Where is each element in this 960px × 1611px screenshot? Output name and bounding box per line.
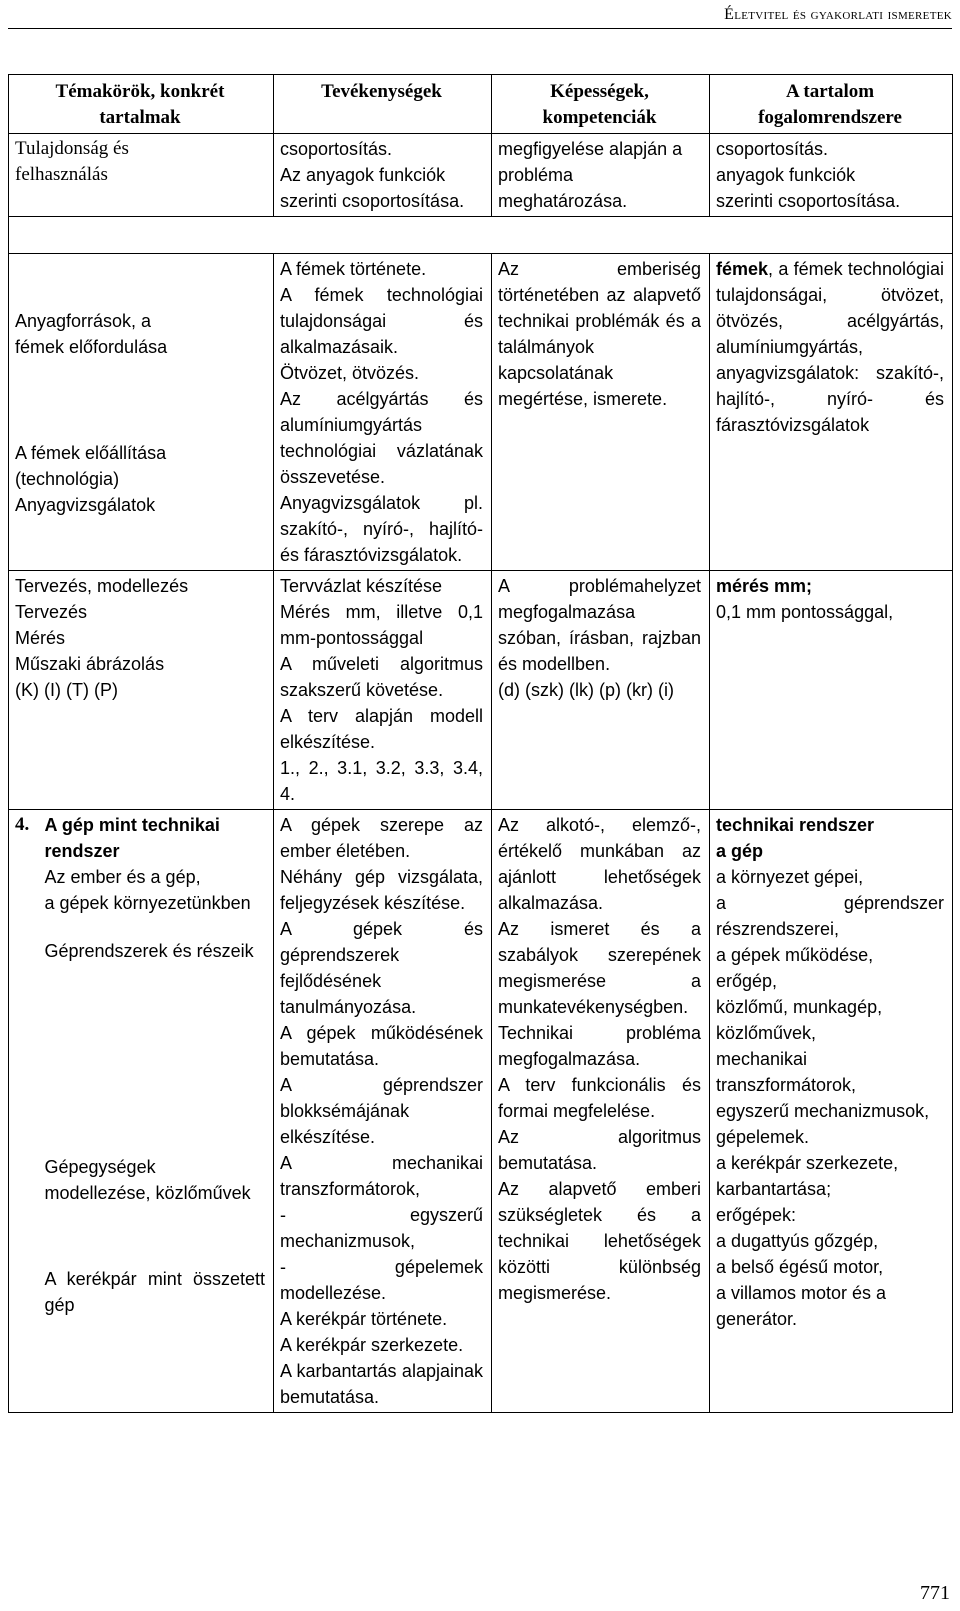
row4-skills: [492, 810, 710, 1413]
row3-skills: [492, 571, 710, 810]
row4-act-item: A gépek és géprendszerek fejlődésének tanulmányozása.: [280, 919, 483, 1017]
row1-skill-line: probléma: [498, 165, 574, 185]
row3-topic-line: (K) (I) (T) (P): [15, 680, 118, 700]
row4-act-item: A kerékpár története.: [280, 1309, 448, 1329]
row1-concept-line: anyagok funkciók: [716, 165, 856, 185]
row1-skill-line: meghatározása.: [498, 191, 628, 211]
row1-act-line: csoportosítás.: [280, 139, 393, 159]
row3-act-item: Mérés mm, illetve 0,1 mm-pontossággal: [280, 602, 483, 648]
row4-concept-item: a villamos motor és a generátor.: [716, 1283, 887, 1329]
row3-act-item: A műveleti algoritmus szakszerű követése.: [280, 654, 483, 700]
row1-concept-line: szerinti csoportosítása.: [716, 191, 901, 211]
row4-number: 4.: [9, 810, 39, 1413]
table-header-row: [9, 75, 953, 134]
row4-topic-title: A gép mint technikai rendszer: [44, 815, 220, 861]
header-activities: Tevékenységek: [274, 75, 492, 134]
table-row-spacer: [9, 217, 953, 254]
row3-skill-item: (d) (szk) (lk) (p) (kr) (i): [498, 680, 674, 700]
row1-act-line: szerinti csoportosítása.: [280, 191, 465, 211]
row4-concept-item: a dugattyús gőzgép,: [716, 1231, 879, 1251]
row4-concept-item: karbantartása;: [716, 1179, 832, 1199]
row4-concept-item: a géprendszer részrendszerei,: [716, 893, 944, 939]
row4-skill-item: Az alkotó-, elemző-, értékelő munkában az ajánlott lehetőségek alkalmazása.: [498, 815, 701, 913]
row3-concept-bold: mérés mm;: [716, 576, 813, 596]
curriculum-table: [8, 74, 953, 1413]
table-row: [9, 571, 953, 810]
row3-activities: [274, 571, 492, 810]
row3-topic: [9, 571, 274, 810]
row3-topic-line: Tervezés, modellezés: [15, 576, 189, 596]
row4-concept-item: közlőművek,: [716, 1023, 817, 1043]
row2-act-item: Az acélgyártás és alumíniumgyártás technológiai vázlatának összevetése.: [280, 389, 483, 487]
row4-skill-item: Az ismeret és a szabályok szerepének megismerése a munkatevékenységben.: [498, 919, 701, 1017]
row4-concept-item: a gépek működése,: [716, 945, 874, 965]
row1-skill-line: megfigyelése alapján a: [498, 139, 683, 159]
row4-skill-item: Technikai probléma megfogalmazása.: [498, 1023, 701, 1069]
header-concepts: A tartalom fogalomrendszere: [710, 75, 953, 134]
row2-topic-a-line: fémek előfordulása: [15, 337, 168, 357]
row4-concept-item: a környezet gépei,: [716, 867, 864, 887]
row2-act-item: Ötvözet, ötvözés.: [280, 363, 420, 383]
row2-activities: [274, 254, 492, 571]
row2-concept-bold: fémek: [716, 259, 769, 279]
row1-topic-line: felhasználás: [15, 164, 108, 185]
row4-act-item: A karbantartás alapjainak bemutatása.: [280, 1361, 483, 1407]
row4-topic: [39, 810, 274, 1413]
row2-act-item: A fémek technológiai tulajdonságai és alkalmazásaik.: [280, 285, 483, 357]
row4-concept-bold: technikai rendszer: [716, 815, 875, 835]
row4-topic-c: Géprendszerek és részeik: [44, 941, 254, 961]
row4-concept-item: erőgép,: [716, 971, 778, 991]
row2-topic-b-line: Anyagvizsgálatok: [15, 495, 156, 515]
row4-skill-item: A terv funkcionális és formai megfelelése.: [498, 1075, 701, 1121]
table-row: [9, 810, 953, 1413]
row4-topic-e: A kerékpár mint összetett gép: [44, 1269, 265, 1315]
header-topic: Témakörök, konkrét tartalmak: [9, 75, 274, 134]
row2-skill-item: Az emberiség történetében az alapvető technikai problémák és a találmányok kapcsolatának megértése, ismerete.: [498, 259, 701, 409]
row4-concept-item: erőgépek:: [716, 1205, 797, 1225]
row2-act-item: Anyagvizsgálatok pl. szakító-, nyíró-, hajlító- és fárasztóvizsgálatok.: [280, 493, 483, 565]
row3-topic-line: Tervezés: [15, 602, 88, 622]
running-header: [8, 6, 952, 29]
row4-act-item: A géprendszer blokksémájának elkészítése.: [280, 1075, 483, 1147]
row3-act-item: 1., 2., 3.1, 3.2, 3.3, 3.4, 4.: [280, 758, 483, 804]
row4-act-item: - egyszerű mechanizmusok,: [280, 1205, 483, 1251]
row3-act-item: Tervvázlat készítése: [280, 576, 443, 596]
row3-concepts: [710, 571, 953, 810]
row3-act-item: A terv alapján modell elkészítése.: [280, 706, 483, 752]
row1-concept-line: csoportosítás.: [716, 139, 829, 159]
row4-act-item: A gépek működésének bemutatása.: [280, 1023, 483, 1069]
row4-skill-item: Az algoritmus bemutatása.: [498, 1127, 701, 1173]
row1-concepts: [710, 134, 953, 217]
row4-act-item: A mechanikai transzformátorok,: [280, 1153, 483, 1199]
row4-act-item: Néhány gép vizsgálata, feljegyzések készítése.: [280, 867, 483, 913]
row3-concept-text: 0,1 mm pontossággal,: [716, 602, 894, 622]
row4-concept-item: egyszerű mechanizmusok,: [716, 1101, 930, 1121]
row2-concept-text: , a fémek technológiai tulajdonságai, ötvözet, ötvözés, acélgyártás, alumíniumgyártás, anyagvizsgálatok: szakító-, hajlító-, nyíró- és fárasztóvizsgálatok: [716, 259, 944, 435]
row4-act-item: - gépelemek modellezése.: [280, 1257, 483, 1303]
row3-skill-item: A problémahelyzet megfogalmazása szóban, írásban, rajzban és modellben.: [498, 576, 701, 674]
row2-topic-a-line: Anyagforrások, a: [15, 311, 152, 331]
row4-topic-b: a gépek környezetünkben: [44, 893, 251, 913]
row2-topic-b-line: A fémek előállítása: [15, 443, 167, 463]
row4-concept-item: mechanikai transzformátorok,: [716, 1049, 857, 1095]
row4-topic-d: Gépegységek modellezése, közlőművek: [44, 1157, 251, 1203]
row4-activities: [274, 810, 492, 1413]
row3-topic-line: Mérés: [15, 628, 66, 648]
row4-skill-item: Az alapvető emberi szükségletek és a technikai lehetőségek közötti különbség megismerése.: [498, 1179, 701, 1303]
running-title: Életvitel és gyakorlati ismeretek: [724, 6, 952, 23]
row4-concept-item: gépelemek.: [716, 1127, 810, 1147]
row1-activities: [274, 134, 492, 217]
row4-concept-item: közlőmű, munkagép,: [716, 997, 883, 1017]
row4-concepts: [710, 810, 953, 1413]
row4-act-item: A kerékpár szerkezete.: [280, 1335, 464, 1355]
row2-topic-b-line: (technológia): [15, 469, 120, 489]
table-row: [9, 254, 953, 571]
page-number: 771: [920, 1582, 950, 1604]
row1-topic-line: Tulajdonság és: [15, 138, 129, 159]
row3-topic-line: Műszaki ábrázolás: [15, 654, 165, 674]
row2-act-item: A fémek története.: [280, 259, 427, 279]
row2-skills: [492, 254, 710, 571]
row4-concept-bold: a gép: [716, 841, 764, 861]
row2-topic: [9, 254, 274, 571]
table-row: [9, 134, 953, 217]
row1-act-line: Az anyagok funkciók: [280, 165, 446, 185]
row2-concepts: [710, 254, 953, 571]
header-skills: Képességek, kompetenciák: [492, 75, 710, 134]
row4-concept-item: a kerékpár szerkezete,: [716, 1153, 899, 1173]
row4-act-item: A gépek szerepe az ember életében.: [280, 815, 483, 861]
row1-skills: [492, 134, 710, 217]
row4-concept-item: a belső égésű motor,: [716, 1257, 884, 1277]
row4-topic-a: Az ember és a gép,: [44, 867, 201, 887]
row1-topic: [9, 134, 274, 217]
